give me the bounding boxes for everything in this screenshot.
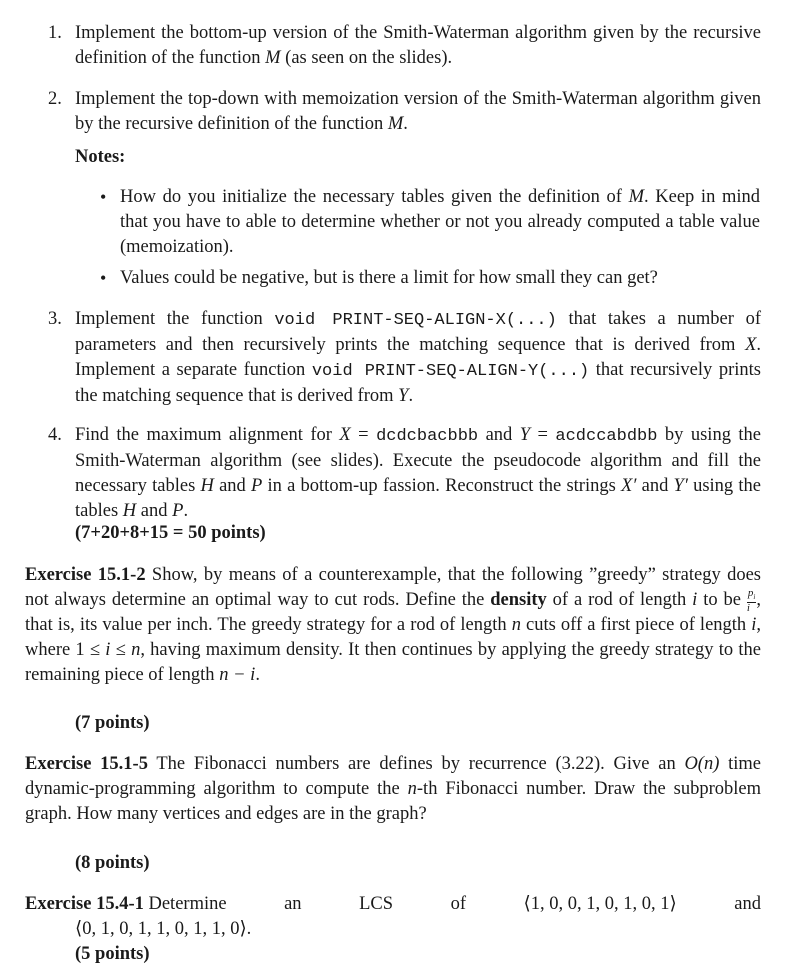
ex1-t2: of a rod of length (546, 590, 693, 610)
ex2-t1: The Fibonacci numbers are defines by recurrence (3.22). Give an (147, 754, 685, 774)
item-1-line2-post: (as seen on the slides). (280, 48, 453, 68)
fraction-numerator (747, 588, 756, 603)
item-4-eq1: = (350, 425, 377, 445)
exercise-15-1-2-points: (7 points) (75, 713, 150, 733)
item-3-t1: Implement the function (75, 309, 275, 329)
item-4-var-p: P (251, 476, 263, 496)
item-4-t1: Find the maximum alignment for (75, 425, 340, 445)
density-fraction (747, 588, 756, 613)
ex3-seq2: ⟨0, 1, 0, 1, 1, 0, 1, 1, 0⟩. (75, 919, 252, 939)
item-4-var-yp: Y′ (673, 476, 688, 496)
ex3-w4: of (450, 894, 466, 914)
ex2-var-n: n (407, 779, 417, 799)
item-2-text (75, 87, 761, 137)
ex1-var-n: n (511, 615, 521, 636)
bullet-1-text (120, 185, 760, 260)
bullet-1-var-m: M (628, 187, 645, 207)
ex3-w1: Determine (148, 894, 227, 914)
item-4-t7: using the tables (75, 476, 761, 521)
item-2-line1: Implement the top-down with memoization version of the Smith-Waterman (75, 89, 638, 109)
ex1-t6: , where 1 ≤ (25, 615, 761, 661)
ex3-w3: LCS (359, 894, 394, 914)
ex1-var-n2: n (131, 640, 141, 661)
item-3-t2: that takes a number of parameters and then recursively prints the matching sequence that is derived from (75, 309, 761, 355)
exercise-15-1-2 (25, 563, 761, 688)
item-3-var-y: Y (398, 386, 409, 406)
item-3-var-x: X (745, 335, 757, 355)
bullet-1-pre: How do you initialize the necessary tables given the definition of (120, 187, 629, 207)
item-1-text (75, 21, 761, 71)
item-4-t8: and (136, 501, 173, 521)
item-4-number: 4. (48, 425, 62, 445)
item-4-var-h2: H (122, 501, 137, 521)
item-4-code-x: dcdcbacbbb (376, 427, 479, 446)
item-4-t9: . (183, 501, 189, 521)
exercise-15-1-2-label: Exercise 15.1-2 (25, 565, 146, 585)
item-1-number: 1. (48, 23, 62, 43)
bullet-1-post: . Keep in mind that you have to able to determine whether or not you already computed a table value (memoization). (120, 187, 760, 257)
ex1-t8: , having maximum density. It then continues by applying the greedy strategy to the remaining piece of length (25, 640, 761, 686)
ex1-var-i2: i (751, 615, 757, 636)
item-4-var-xp: X′ (621, 476, 637, 496)
ex1-var-i: i (692, 590, 698, 610)
item-4-var-y: Y (519, 425, 531, 445)
item-4-t4: and (213, 476, 251, 496)
exercise-15-4-1-line1 (25, 892, 761, 917)
item-3-t4: that recursively prints the matching sequence that is derived from (75, 360, 761, 406)
item-4-t3: by using the Smith-Waterman algorithm (see slides). Execute the pseudocode algorithm and fill the necessary tables (75, 425, 762, 496)
item-2-number: 2. (48, 89, 62, 109)
item-2-var-m: M (387, 114, 404, 134)
item-4-t2: and (478, 425, 520, 445)
item-4-t6: and (636, 476, 674, 496)
ex1-t1: Show, by means of a counterexample, that the following ”greedy” strategy does not always determine an optimal way to cut rods. Define the (25, 565, 761, 610)
exercise-15-4-1-points: (5 points) (75, 944, 150, 964)
ex1-var-nmi: n − i (219, 665, 256, 686)
ex1-t5: cuts off a first piece of length (520, 615, 752, 636)
bullet-dot: • (100, 268, 107, 288)
item-3-t3: . Implement a separate function (75, 335, 761, 380)
item-3-text (75, 307, 761, 409)
notes-label: Notes: (75, 147, 126, 167)
ex1-density: density (490, 590, 547, 610)
item-1-line2-pre: the recursive definition of the function (75, 23, 761, 68)
item-4-var-h: H (200, 476, 214, 496)
item-4-var-x: X (339, 425, 351, 445)
ex3-w2: an (284, 894, 302, 914)
item-3-code1: void PRINT-SEQ-ALIGN-X(...) (274, 311, 557, 330)
item-4-code-y: acdccabdbb (555, 427, 658, 446)
exercise-15-1-5 (25, 752, 761, 827)
ex3-seq1: ⟨1, 0, 0, 1, 0, 1, 0, 1⟩ (523, 894, 677, 914)
fraction-denominator: i (746, 602, 750, 615)
item-2-line2-pre: algorithm given by the recursive definition of the function (75, 89, 762, 134)
ex2-var-on: O(n) (684, 754, 720, 774)
item-4-eq2: = (530, 425, 556, 445)
ex1-t3: to be (697, 590, 747, 610)
ex1-t9: . (255, 665, 260, 686)
item-3-number: 3. (48, 309, 62, 329)
item-4-points: (7+20+8+15 = 50 points) (75, 523, 266, 543)
ex1-t4: , that is, its value per inch. The greedy strategy for a rod of length (25, 590, 761, 636)
bullet-dot: • (100, 187, 107, 207)
exercise-15-1-5-points: (8 points) (75, 853, 150, 873)
ex1-t7: ≤ (110, 640, 132, 661)
ex1-var-i3: i (105, 640, 111, 661)
item-1-var-m: M (265, 48, 281, 68)
fraction-numerator-sub: i (753, 593, 756, 602)
ex2-t3: -th Fibonacci number. Draw the subproblem graph. How many vertices and edges are in the graph? (25, 779, 761, 824)
item-3-code2: void PRINT-SEQ-ALIGN-Y(...) (311, 362, 590, 381)
exercise-15-4-1-label: Exercise 15.4-1 (25, 894, 144, 914)
ex2-t2: time dynamic-programming algorithm to compute the (25, 754, 761, 799)
item-1-line1: Implement the bottom-up version of the Smith-Waterman algorithm given by (75, 23, 659, 43)
item-4-var-p2: P (172, 501, 184, 521)
item-4-t5: in a bottom-up fassion. Reconstruct the strings (262, 476, 622, 496)
exercise-15-1-5-label: Exercise 15.1-5 (25, 754, 148, 774)
bullet-2-text: Values could be negative, but is there a limit for how small they can get? (120, 268, 658, 288)
ex3-w5: and (734, 894, 761, 914)
item-3-t5: . (408, 386, 414, 406)
item-4-text (75, 423, 761, 524)
fraction-numerator-p: p (747, 587, 754, 600)
item-2-line2-post: . (403, 114, 408, 134)
exercise-15-4-1-head (25, 892, 227, 917)
